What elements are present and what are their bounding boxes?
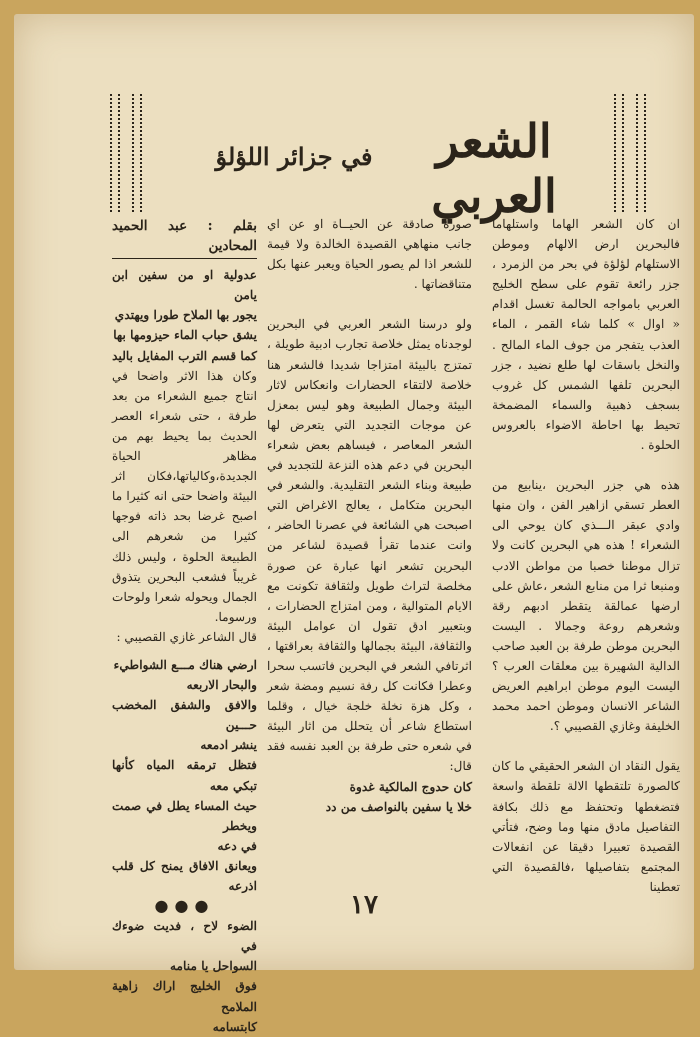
paragraph: يقول النقاد ان الشعر الحقيقي ما كان كالصورة تلتقطها الالة تلقطة واسعة فتضغطها وتحتفظ مع ذلك بكافة التفاصيل مادق منها وما وضح، فتأتي القصيدة تعبيرا دقيقا عن انفعالات المجتمع بتفاصيلها ،فالقصيدة التي تعطينا: [492, 759, 680, 894]
quote-intro: قال الشاعر غازي القصيبي :: [116, 629, 257, 644]
verse-line: يشق حباب الماء حيزومها بها: [113, 328, 257, 343]
article-subtitle: في جزائر اللؤلؤ: [215, 142, 373, 171]
separator-dots: ●●●: [154, 896, 215, 916]
paragraph: وكان هذا الاثر واضحا في انتاج جميع الشعراء من بعد طرفة ، حتى شعراء العصر الحديث بما يحيط بهم من مظاهر الحياة الجديدة،وكالياتها،فكان اثر البيئة واضحا حتى انه كثيرا ما اصبح غرضا بحد ذاته فوجها كثيرا من شعرهم الى الطبيعة الحلوة ، وليس ذلك غريباً فشعب البحرين يتذوق الجمال ويحوله شعرا ولوحات ورسوما.: [112, 368, 257, 624]
verse-line: في دعه: [217, 838, 257, 853]
verse-line: والافق والشفق المخضب حـــين: [112, 698, 257, 733]
verse-line: فوق الخليج اراك زاهية الملامح: [112, 979, 257, 1014]
ornament-right-inner: [614, 94, 624, 212]
paragraph: صورة صادقة عن الحيــاة او عن اي جانب منهاهي القصيدة الخالدة ولا قيمة للشعر اذا لم يصور الحياة ويعبر عنها بكل متناقضاتها .: [267, 217, 472, 292]
verse-line: ويعانق الافاق يمنح كل قلب اذرعه: [112, 858, 257, 893]
verse-line: كان حدوج المالكية غدوة: [349, 779, 472, 794]
column-middle: [267, 214, 472, 817]
magazine-page: [14, 14, 694, 1034]
verse-line: الضوء لاح ، فديت ضوءك في: [112, 919, 257, 954]
verse-line: والبحار الاربعه: [186, 678, 257, 693]
paragraph: ولو درسنا الشعر العربي في البحرين لوجدناه يمثل خلاصة تجارب ادبية طويلة ، تمتزج بالبيئة امتزاجا شديدا فالشعر هنا خلاصة لالتقاء الحضارات وانعكاس لاثار البيئة وجمال الطبيعة وهو ليس بمعزل عن موجات التجديد التي يتعرض لها الشعر المعاصر ، فيساهم بعض شعراء البحرين في دعم هذه النزعة للتجديد في طبيعة وبناء الشعر التقليدية. والشعر في البحرين متكامل ، يعالج الاغراض التي اصبحت هي الشائعة في عصرنا الحاضر ، وانت عندما تقرأ قصيدة لشاعر من البحرين تشعر انها عبارة عن صورة مخلصة لتراث طويل ولثقافة تكونت مع الايام المتوالية ، ومن امتزاج الحضارات ، وبتعبير ادق تقول ان عوامل البيئة والثقافة، البيئة بجمالها والثقافة بعراقتها ، اثرتافي الشعر في البحرين فاتسب سحرا وعطرا فكانت كل رفة نسيم ومضة شعر ، وكل هزة نخلة خلجة خيال ، وقلما استطاع شاعر أن يتحلل من اثار البيئة في شعره حتى طرفة بن العبد نفسه فقد قال:: [267, 317, 472, 774]
article-header: [14, 84, 694, 224]
column-left: [112, 216, 257, 1037]
ornament-right-outer: [636, 94, 646, 212]
verse-line: ارضي هناك مـــع الشواطيء: [113, 657, 257, 672]
verse-line: كابتسامه: [212, 1019, 257, 1034]
verse-line: يجور بها الملاح طورا ويهتدي: [114, 308, 257, 323]
paragraph: ان كان الشعر الهاما واستلهاما فالبحرين ارض الالهام وموطن الاستلهام لؤلؤة في بحر من الزمرد ، جزر رائعة تقوم على سطح الخليج العربي بامواجه الحالمة تغسل اقدام « اوال » كلما شاء القمر ، الماء العذب يتفجر من جوف الماء المالح . والنخل باسقات لها طلع نضيد ، جزر البحرين تلفها الشمس كل غروب بسجف ذهبية والسماء المضمخة تحيط بها احاطة الاضواء بالعروس الحلوة .: [492, 217, 680, 453]
byline: بقلم : عبد الحميد المحادين: [112, 216, 257, 259]
ornament-left-outer: [110, 94, 120, 212]
paragraph: هذه هي جزر البحرين ،ينابيع من العطر تسقي ازاهير الفن ، وان منها وادي عبقر الـــذي كان يوحي الى الشعراء ! هذه هي البحرين كانت ولا تزال موطنا خصبا من مواطن الادب ومنبعا ثرا من منابع الشعر ،عاش على ارضها عمالقة يتقطر ادبهم رقة وشعرهم روعة وجمالا . اليست البحرين موطن طرفة بن العبد صاحب الدالية الشهيرة بين معلقات العرب ؟اليست اليوم موطن ابراهيم العريض الشاعر الانسان وموطن احمد محمد الخليفة وغازي القصيبي ؟.: [492, 478, 680, 734]
verse-line: كما قسم الترب المفايل باليد: [112, 348, 257, 363]
verse-line: خلا يا سفين بالنواصف من دد: [325, 799, 472, 814]
article-title: الشعر العربي: [431, 114, 557, 224]
ornament-left-inner: [132, 94, 142, 212]
verse-line: حيث المساء يطل في صمت ويخطر: [112, 798, 257, 833]
verse-line: السواحل يا منامه: [170, 959, 257, 974]
verse-line: عدولية او من سفين ابن يامن: [112, 268, 257, 303]
verse-line: ينشر ادمعه: [200, 738, 257, 753]
column-right: [492, 214, 680, 897]
page-number: ١٧: [350, 890, 378, 920]
verse-line: فتظل ترمقه المياه كأنها تبكي معه: [112, 758, 257, 793]
